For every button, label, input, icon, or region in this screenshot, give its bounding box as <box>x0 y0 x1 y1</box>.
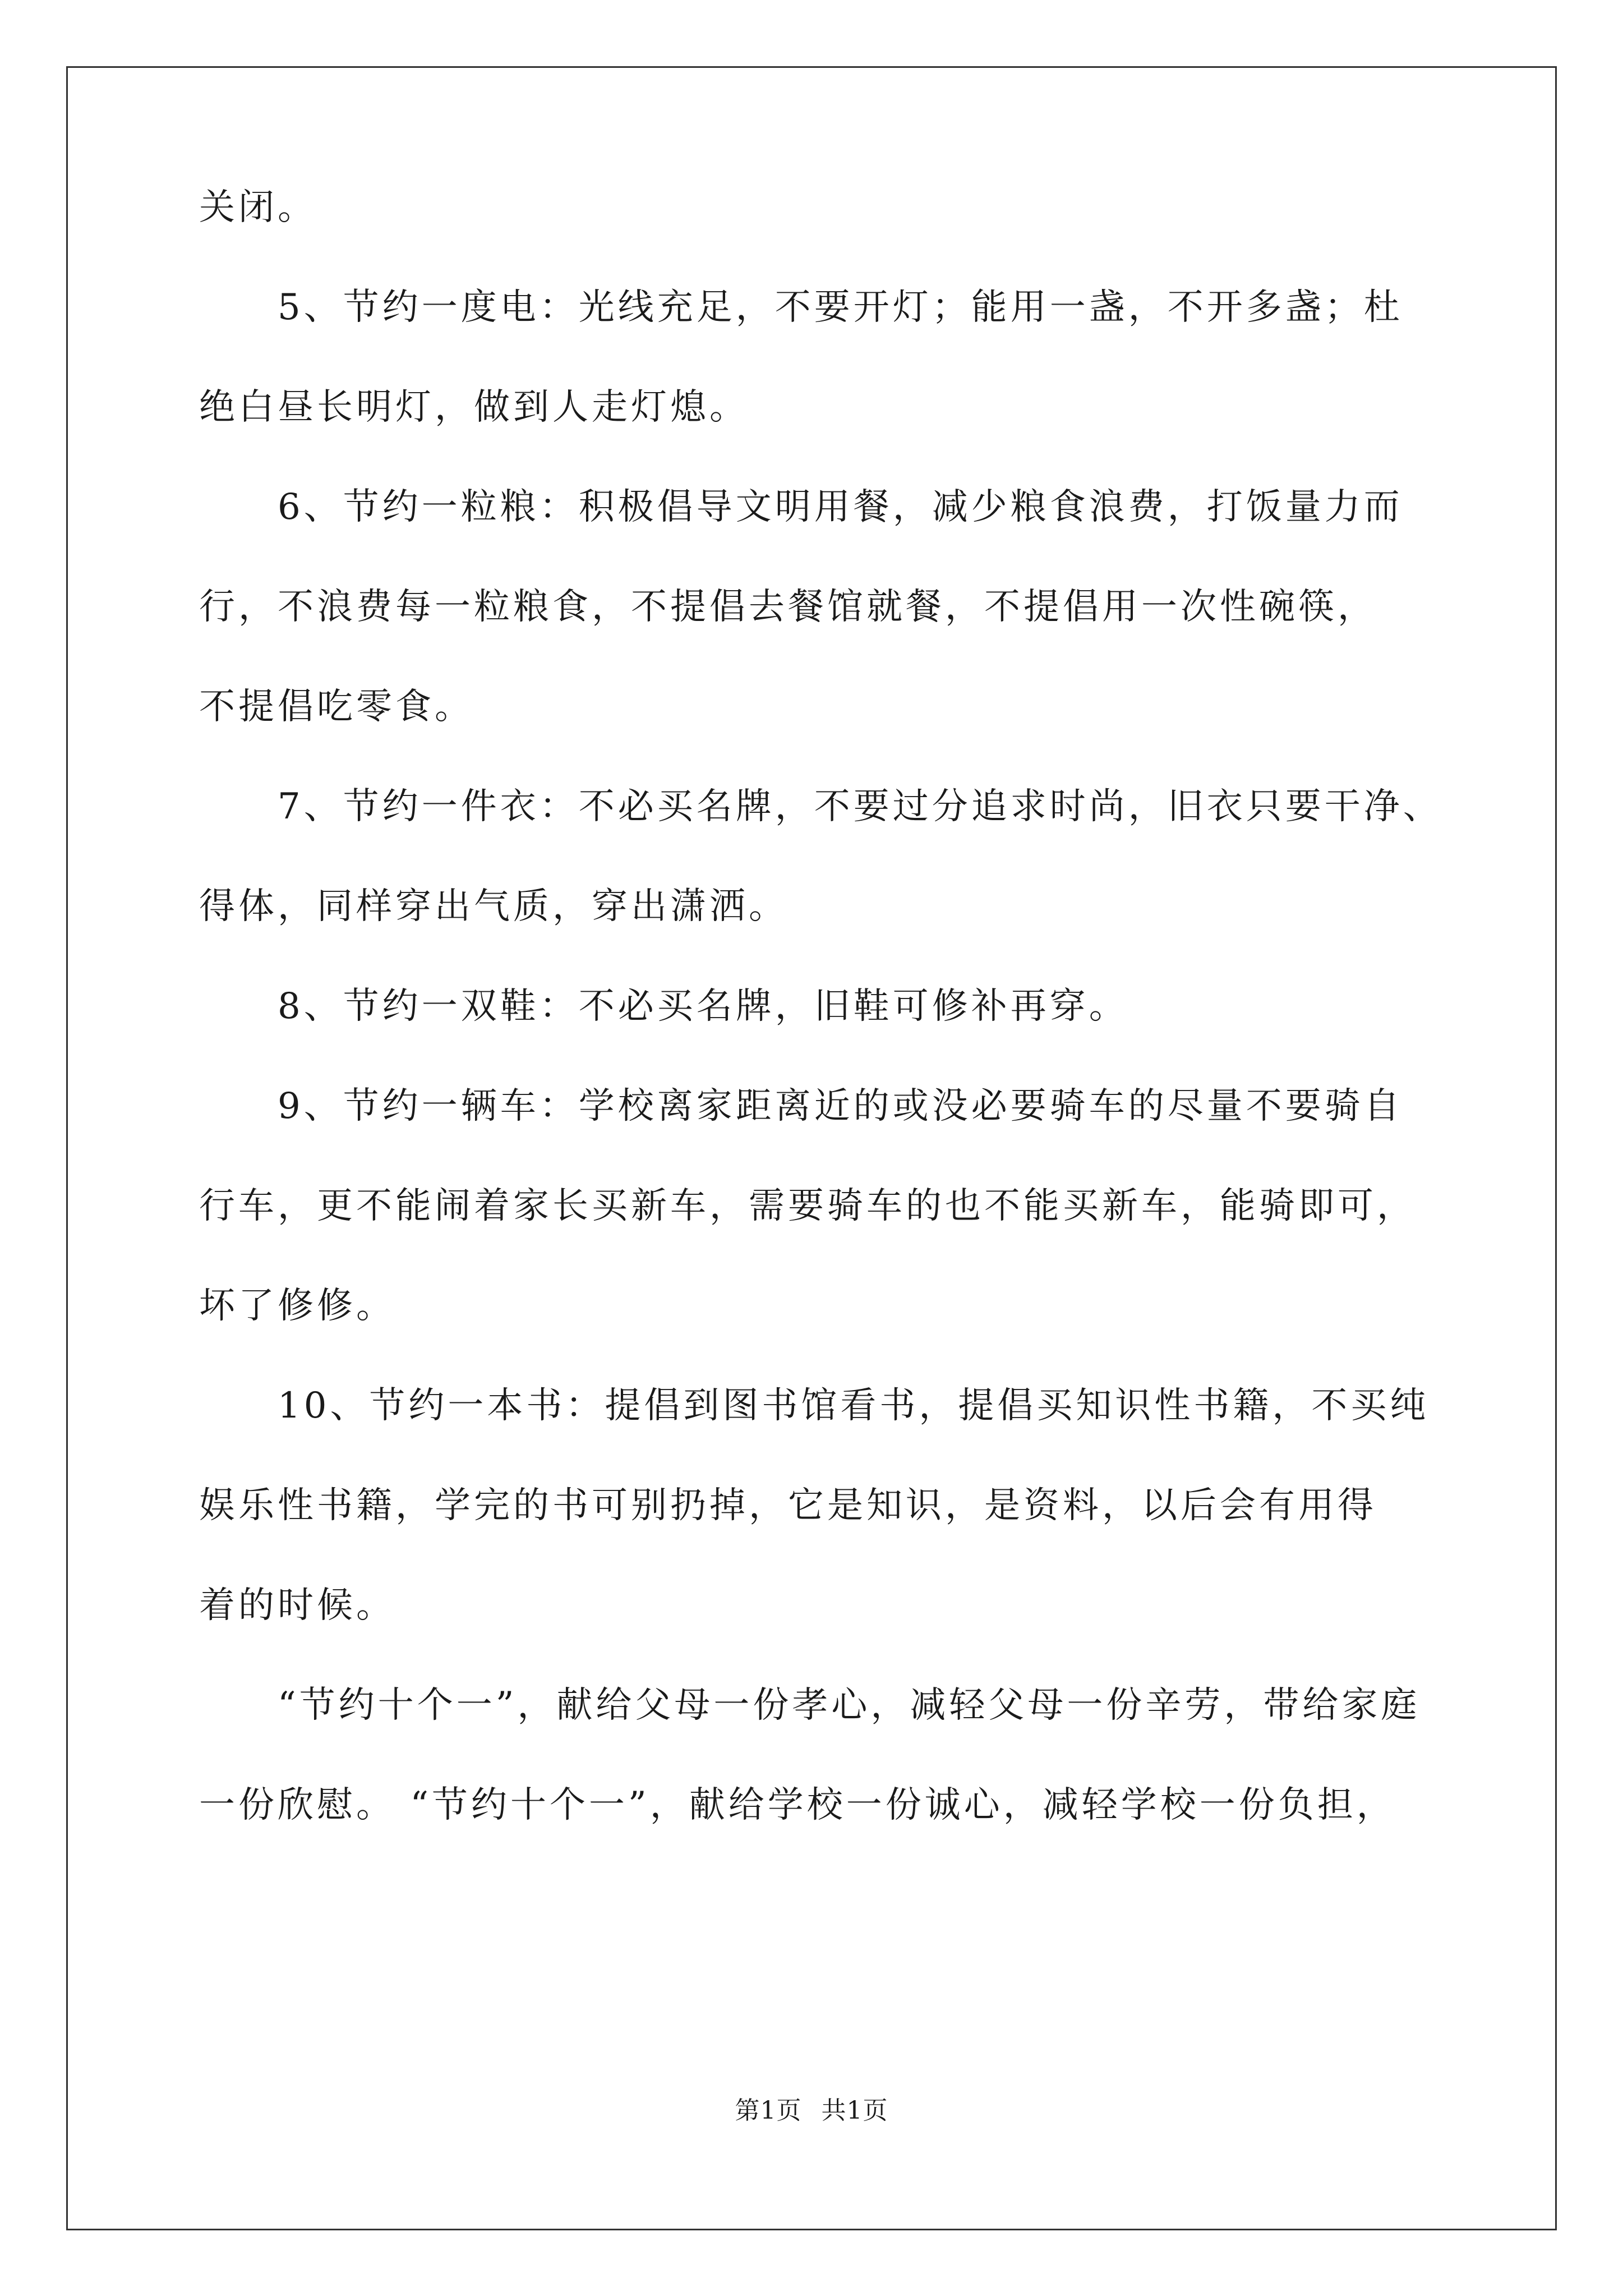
text-line: 坏了修修。 <box>199 1285 395 1327</box>
text-line: 7、节约一件衣：不必买名牌，不要过分追求时尚，旧衣只要干净、 <box>278 786 1442 827</box>
text-line: 行车，更不能闹着家长买新车，需要骑车的也不能买新车，能骑即可， <box>199 1185 1416 1227</box>
text-line: 娱乐性书籍，学完的书可别扔掉，它是知识，是资料，以后会有用得 <box>199 1485 1377 1526</box>
text-line: “节约十个一”，献给父母一份孝心，减轻父母一份辛劳，带给家庭 <box>278 1685 1421 1726</box>
text-line: 一份欣慰。 “节约十个一”，献给学校一份诚心，减轻学校一份负担， <box>199 1784 1396 1826</box>
page-number: 第1页 <box>735 2096 802 2125</box>
text-line: 得体，同样穿出气质，穿出潇洒。 <box>199 886 788 927</box>
text-line: 5、节约一度电：光线充足，不要开灯；能用一盏，不开多盏；杜 <box>278 287 1403 328</box>
text-line: 10、节约一本书：提倡到图书馆看书，提倡买知识性书籍，不买纯 <box>278 1385 1430 1427</box>
page-footer <box>0 2095 1623 2127</box>
text-line: 9、节约一辆车：学校离家距离近的或没必要骑车的尽量不要骑自 <box>278 1085 1403 1127</box>
text-line: 8、节约一双鞋：不必买名牌，旧鞋可修补再穿。 <box>278 986 1128 1027</box>
page-total: 共1页 <box>821 2096 888 2125</box>
text-line: 不提倡吃零食。 <box>199 686 474 728</box>
text-line: 6、节约一粒粮：积极倡导文明用餐，减少粮食浪费，打饭量力而 <box>278 486 1403 528</box>
text-line: 关闭。 <box>199 187 317 228</box>
text-line: 行，不浪费每一粒粮食，不提倡去餐馆就餐，不提倡用一次性碗筷， <box>199 586 1377 628</box>
text-line: 着的时候。 <box>199 1585 395 1626</box>
text-line: 绝白昼长明灯，做到人走灯熄。 <box>199 386 749 428</box>
